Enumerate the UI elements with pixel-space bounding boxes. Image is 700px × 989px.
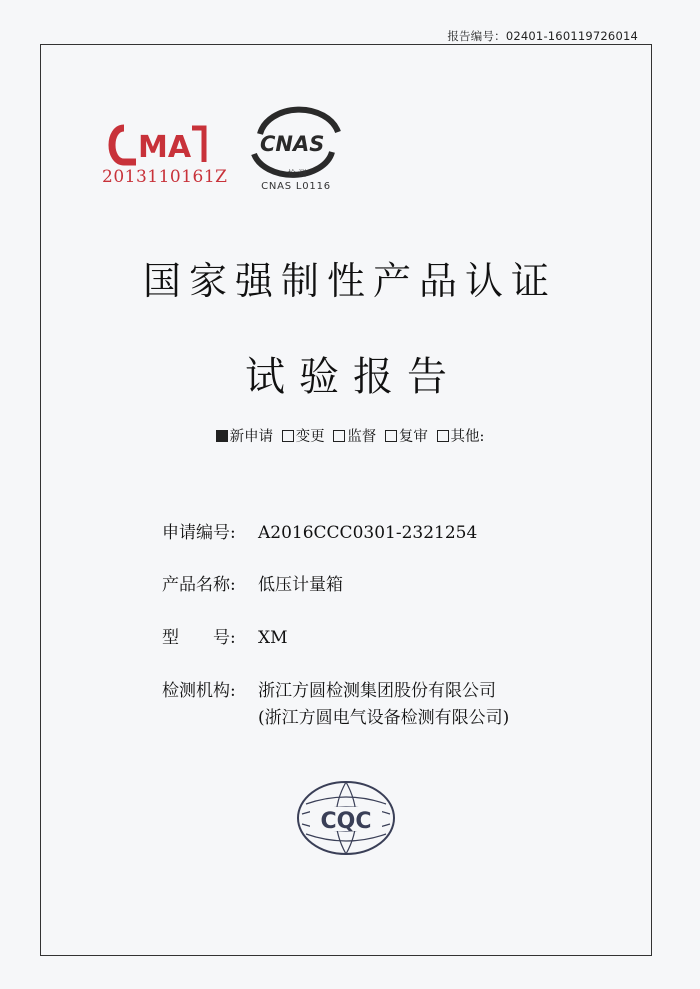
field-value: 低压计量箱 <box>258 575 343 595</box>
option-other[interactable] <box>437 425 485 446</box>
field-application-number <box>162 518 477 543</box>
title-line-2: 试验报告 <box>245 354 461 400</box>
option-label: 复审 <box>398 429 428 445</box>
field-label: 产品名称: <box>162 575 236 595</box>
option-supervision[interactable] <box>333 425 376 446</box>
field-label: 申请编号: <box>162 523 236 543</box>
cnas-code: CNAS L0116 <box>261 181 331 192</box>
field-value: XM <box>258 628 288 648</box>
option-label: 其他: <box>450 429 485 445</box>
cqc-logo <box>296 780 396 856</box>
option-change[interactable] <box>282 425 325 446</box>
checkbox-icon <box>385 430 397 442</box>
field-label: 检测机构: <box>162 681 236 701</box>
field-value: 浙江方圆检测集团股份有限公司 <box>258 681 496 701</box>
field-product-name <box>162 570 343 595</box>
option-label: 新申请 <box>229 429 274 445</box>
title-line-1: 国家强制性产品认证 <box>142 259 557 303</box>
option-label: 监督 <box>347 429 377 445</box>
cma-logo-letters: MA <box>138 130 192 165</box>
cnas-subtitle: 检 测 <box>287 169 307 178</box>
checkbox-icon <box>333 430 345 442</box>
report-number: 报告编号：02401-160119726014 <box>447 29 638 43</box>
field-value: A2016CCC0301-2321254 <box>258 523 478 543</box>
option-new-application[interactable] <box>216 425 274 446</box>
application-type-options <box>0 425 700 446</box>
field-testing-lab <box>162 676 496 701</box>
cma-number: 2013110161Z <box>102 167 228 187</box>
checkbox-checked-icon <box>216 430 228 442</box>
checkbox-icon <box>437 430 449 442</box>
field-label: 型 号: <box>162 628 236 648</box>
option-label: 变更 <box>295 429 325 445</box>
field-testing-lab-alt: (浙江方圆电气设备检测有限公司) <box>258 708 510 728</box>
cnas-logo-letters: CNAS <box>260 132 325 156</box>
option-review[interactable] <box>385 425 428 446</box>
cqc-logo-letters: CQC <box>320 809 372 834</box>
field-model <box>162 623 288 648</box>
checkbox-icon <box>282 430 294 442</box>
